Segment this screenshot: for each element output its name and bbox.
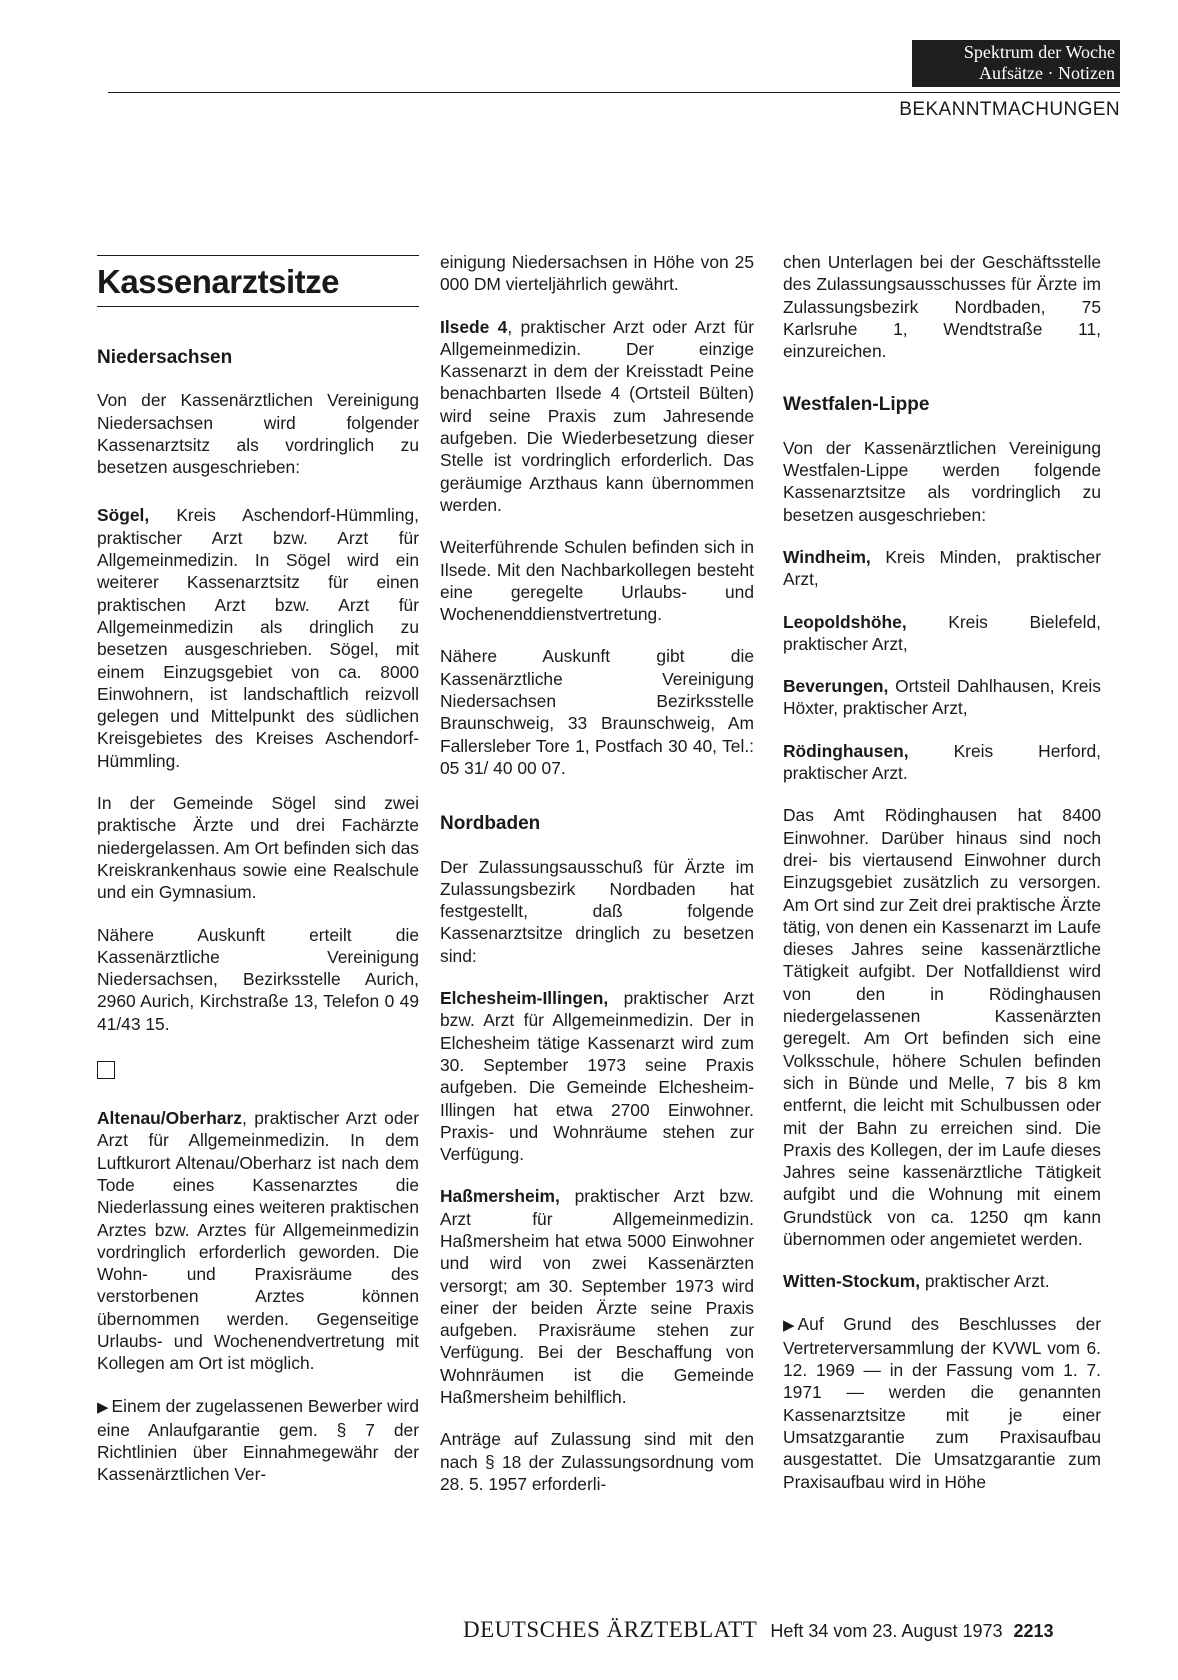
paragraph: ▶ Einem der zugelassenen Bewerber wird eine Anlaufgarantie gem. § 7 der Richtlinien über Einnahmegewähr der Kassenärztlichen Ver- — [97, 1395, 419, 1485]
paragraph: Ilsede 4, praktischer Arzt oder Arzt für Allgemeinmedizin. Der einzige Kassenarzt in dem der Kreisstadt Peine benachbarten Ilsede 4 (Ortsteil Bülten) wird seine Praxis zum Jahresende aufgeben. Die Wiederbesetzung dieser Stelle ist vordringlich erforderlich. Das geräumige Arzthaus kann übernommen werden. — [440, 316, 754, 515]
column-2 — [440, 251, 754, 1515]
state-heading-niedersachsen: Niedersachsen — [97, 347, 233, 368]
state-heading-westfalen-lippe: Westfalen-Lippe — [783, 394, 930, 416]
section-label: BEKANNTMACHUNGEN — [899, 99, 1120, 120]
place-name: Leopoldshöhe, — [783, 611, 907, 632]
paragraph: Weiterführende Schulen befinden sich in Ilsede. Mit den Nachbarkollegen besteht eine geregelte Urlaubs- und Wochenenddienstvertretung. — [440, 537, 754, 625]
header-box-line1: Spektrum der Woche — [963, 42, 1115, 62]
page-footer — [463, 1617, 1054, 1643]
state-heading-nordbaden: Nordbaden — [440, 813, 541, 835]
place-name: Windheim, — [783, 546, 871, 567]
paragraph: Von der Kassenärztlichen Vereinigung Niedersachsen wird folgender Kassenarztsitz als vordringlich zu besetzen ausgeschrieben: — [97, 390, 419, 478]
paragraph: Leopoldshöhe, Kreis Bielefeld, praktischer Arzt, — [783, 611, 1101, 654]
page-number: 2213 — [1013, 1621, 1054, 1641]
article-title: Kassenarztsitze — [97, 263, 339, 300]
paragraph: Der Zulassungsausschuß für Ärzte im Zulassungsbezirk Nordbaden hat festgestellt, daß folgende Kassenarztsitze dringlich zu besetzen sind: — [440, 856, 754, 966]
place-name: Witten-Stockum, — [783, 1271, 921, 1292]
paragraph: Das Amt Rödinghausen hat 8400 Einwohner. Darüber hinaus sind noch drei- bis viertausend Einwohner durch Einzugsgebiet zusätzlich zu versorgen. Am Ort sind zur Zeit drei praktische Ärzte tätig, von denen ein Kassenarzt im Laufe dieses Jahres seine kassenärztliche Tätigkeit aufgibt. Der Notfalldienst wird von den in Rödinghausen niedergelassenen Kassenärzten geregelt. Am Ort befinden sich eine Volksschule, höhere Schulen befinden sich in Bünde und Melle, 7 bis 8 km entfernt, die leicht mit Schulbussen oder mit der Bahn zu erreichen sind. Die Praxis des Kollegen, der im Laufe dieses Jahres seine kassenärztliche Tätigkeit aufgibt und die Wohnung mit einem Grundstück von ca. 1250 qm kann übernommen oder angemietet werden. — [783, 805, 1101, 1249]
paragraph: Von der Kassenärztlichen Vereinigung Westfalen-Lippe werden folgende Kassenarztsitze als vordringlich zu besetzen ausgeschrieben: — [783, 437, 1101, 525]
paragraph: Windheim, Kreis Minden, praktischer Arzt, — [783, 546, 1101, 590]
paragraph: Elchesheim-Illingen, praktischer Arzt bzw. Arzt für Allgemeinmedizin. Der in Elchesheim tätige Kassenarzt wird zum 30. September 1973 seine Praxis aufgeben. Die Gemeinde Elchesheim-Illingen hat etwa 2700 Einwohner. Praxis- und Wohnräume stehen zur Verfügung. — [440, 988, 754, 1165]
paragraph: Nähere Auskunft erteilt die Kassenärztliche Vereinigung Niedersachsen, Bezirksstelle Aurich, 2960 Aurich, Kirchstraße 13, Telefon 0 49 41/43 15. — [97, 924, 419, 1034]
paragraph: einigung Niedersachsen in Höhe von 25 000 DM vierteljährlich gewährt. — [440, 252, 754, 295]
paragraph: Altenau/Oberharz, praktischer Arzt oder Arzt für Allgemeinmedizin. In dem Luftkurort Altenau/Oberharz ist nach dem Tode eines Kassenarztes die Niederlassung eines weiteren praktischen Arztes bzw. Arztes für Allgemeinmedizin vordringlich erforderlich geworden. Die Wohn- und Praxisräume des verstorbenen Arztes können übernommen werden. Gegenseitige Urlaubs- und Wochenendvertretung mit Kollegen am Ort ist möglich. — [97, 1108, 419, 1374]
title-bottom-rule — [97, 306, 419, 307]
publication-name: DEUTSCHES ÄRZTEBLATT — [463, 1617, 758, 1642]
place-name: Ilsede 4 — [440, 316, 508, 337]
triangle-bullet-icon: ▶ — [783, 1316, 795, 1334]
header-box-line2: Aufsätze · Notizen — [979, 63, 1115, 83]
place-name: Haßmersheim, — [440, 1186, 560, 1207]
place-name: Sögel, — [97, 505, 150, 526]
paragraph: Witten-Stockum, praktischer Arzt. — [783, 1271, 1050, 1292]
place-name: Beverungen, — [783, 676, 889, 697]
column-1 — [97, 255, 419, 1506]
title-top-rule — [97, 255, 419, 256]
paragraph: In der Gemeinde Sögel sind zwei praktische Ärzte und drei Fachärzte niedergelassen. Am Ort befinden sich das Kreiskrankenhaus sowie eine Realschule und ein Gymnasium. — [97, 793, 419, 903]
place-name: Elchesheim-Illingen, — [440, 988, 609, 1009]
paragraph: Nähere Auskunft gibt die Kassenärztliche Vereinigung Niedersachsen Bezirksstelle Braunschweig, 33 Braunschweig, Am Fallersleber Tore 1, Postfach 30 40, Tel.: 05 31/ 40 00 07. — [440, 646, 754, 778]
paragraph: Sögel, Kreis Aschendorf-Hümmling, praktischer Arzt bzw. Arzt für Allgemeinmedizin. In Sögel wird ein weiterer Kassenarztsitz für einen praktischen Arzt bzw. Arzt für Allgemeinmedizin als dringlich zu besetzen ausgeschrieben. Sögel, mit einem Einzugsgebiet von ca. 8000 Einwohnern, ist landschaftlich reizvoll gelegen und Mittelpunkt des südlichen Kreisgebietes des Kreises Aschendorf-Hümmling. — [97, 505, 419, 771]
column-3 — [783, 251, 1101, 1513]
triangle-bullet-icon: ▶ — [97, 1398, 109, 1416]
paragraph: Haßmersheim, praktischer Arzt bzw. Arzt für Allgemeinmedizin. Haßmersheim hat etwa 5000 Einwohner und wird von zwei Kassenärzten versorgt; am 30. September 1973 wird einer der beiden Ärzte seine Praxis aufgeben. Praxisräume stehen zur Verfügung. Bei der Beschaffung von Wohnräumen ist die Gemeinde Haßmersheim behilflich. — [440, 1186, 754, 1408]
paragraph: Rödinghausen, Kreis Herford, praktischer Arzt. — [783, 740, 1101, 784]
issue-info: Heft 34 vom 23. August 1973 — [770, 1621, 1003, 1641]
paragraph: Beverungen, Ortsteil Dahlhausen, Kreis Höxter, praktischer Arzt, — [783, 676, 1101, 719]
paragraph: chen Unterlagen bei der Geschäftsstelle des Zulassungsausschusses für Ärzte im Zulassungsbezirk Nordbaden, 75 Karlsruhe 1, Wendtstraße 11, einzureichen. — [783, 252, 1101, 362]
paragraph: ▶ Auf Grund des Beschlusses der Vertreterversammlung der KVWL vom 6. 12. 1969 — in der Fassung vom 1. 7. 1971 — werden die genannten Kassenarztsitze mit je einer Umsatzgarantie zum Praxisaufbau ausgestattet. Die Umsatzgarantie zum Praxisaufbau wird in Höhe — [783, 1313, 1101, 1492]
paragraph: Anträge auf Zulassung sind mit den nach § 18 der Zulassungsordnung vom 28. 5. 1957 erforderli- — [440, 1429, 754, 1494]
separator-square-icon — [97, 1061, 115, 1079]
header-rule — [108, 92, 1120, 93]
place-name: Altenau/Oberharz — [97, 1108, 242, 1129]
place-name: Rödinghausen, — [783, 740, 909, 761]
section-header-box — [912, 40, 1120, 87]
